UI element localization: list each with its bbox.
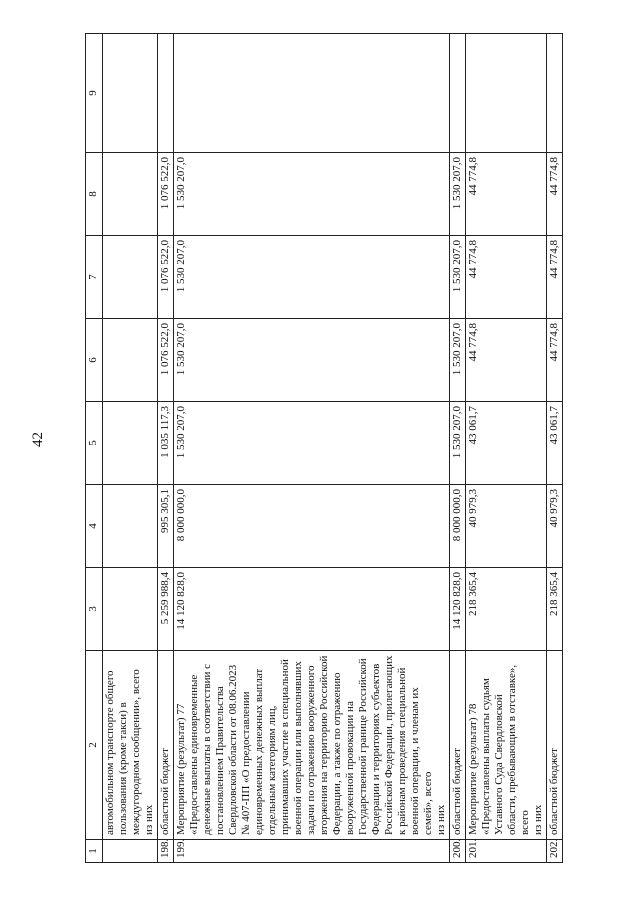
value-col-9 [174, 34, 450, 153]
value-col-5: 1 530 207,0 [174, 402, 450, 485]
row-number [103, 840, 158, 863]
value-col-3: 5 259 988,4 [158, 568, 174, 651]
table-row [158, 34, 174, 863]
value-col-3: 218 365,4 [466, 568, 547, 651]
table-body [86, 34, 563, 863]
value-col-4: 8 000 000,0 [450, 485, 466, 568]
value-col-9 [103, 34, 158, 153]
value-col-3: 14 120 828,0 [450, 568, 466, 651]
header-col-3: 3 [86, 568, 103, 651]
value-col-8: 1 076 522,0 [158, 153, 174, 236]
value-col-4: 8 000 000,0 [174, 485, 450, 568]
value-col-4 [103, 485, 158, 568]
table-row [466, 34, 547, 863]
value-col-6: 44 774,8 [547, 319, 563, 402]
row-number: 200. [450, 840, 466, 863]
value-col-6: 44 774,8 [466, 319, 547, 402]
header-row [86, 34, 103, 863]
value-col-8: 1 530 207,0 [174, 153, 450, 236]
value-col-4: 40 979,3 [466, 485, 547, 568]
value-col-7: 1 530 207,0 [450, 236, 466, 319]
value-col-9 [466, 34, 547, 153]
page-number: 42 [30, 432, 46, 447]
table-row [547, 34, 563, 863]
row-number: 199. [174, 840, 450, 863]
value-col-7: 1 076 522,0 [158, 236, 174, 319]
value-col-3 [103, 568, 158, 651]
value-col-5: 1 530 207,0 [450, 402, 466, 485]
header-col-9: 9 [86, 34, 103, 153]
row-number: 201. [466, 840, 547, 863]
value-col-7: 44 774,8 [547, 236, 563, 319]
row-description: автомобильном транспорте общего пользования (кроме такси) в междугородном сообщении», всего из них [103, 651, 158, 840]
value-col-6: 1 530 207,0 [450, 319, 466, 402]
value-col-9 [450, 34, 466, 153]
value-col-8: 1 530 207,0 [450, 153, 466, 236]
header-col-5: 5 [86, 402, 103, 485]
value-col-4: 995 305,1 [158, 485, 174, 568]
value-col-6 [103, 319, 158, 402]
header-col-2: 2 [86, 651, 103, 840]
row-number: 198. [158, 840, 174, 863]
row-description: областной бюджет [450, 651, 466, 840]
row-description: областной бюджет [158, 651, 174, 840]
row-description: Мероприятие (результат) 77 «Предоставлены единовременные денежные выплаты в соответствии с постановлением Правительства Свердловской области от 08.06.2023 № 407-ПП «О предоставлении единовременных денежных выплат отдельным категориям лиц, принимавших участие в специальной военной операции или выполнявших задачи по отражению вооруженного вторжения на территорию Российской Федерации, а также по отражению вооруженной провокации на Государственной границе Российской Федерации и территориях субъектов Российской Федерации, прилегающих к районам проведения специальной военной операции, и членам их семей», всего из них [174, 651, 450, 840]
value-col-8 [103, 153, 158, 236]
header-col-8: 8 [86, 153, 103, 236]
table-row [174, 34, 450, 863]
value-col-5: 1 035 117,3 [158, 402, 174, 485]
value-col-8: 44 774,8 [547, 153, 563, 236]
value-col-9 [547, 34, 563, 153]
table-row [450, 34, 466, 863]
value-col-7: 1 530 207,0 [174, 236, 450, 319]
row-number: 202. [547, 840, 563, 863]
rotated-table-wrapper [85, 34, 615, 863]
header-col-1: 1 [86, 840, 103, 863]
value-col-5: 43 061,7 [466, 402, 547, 485]
value-col-7 [103, 236, 158, 319]
budget-table [85, 33, 563, 863]
value-col-9 [158, 34, 174, 153]
table-row [103, 34, 158, 863]
value-col-5 [103, 402, 158, 485]
value-col-3: 14 120 828,0 [174, 568, 450, 651]
value-col-3: 218 365,4 [547, 568, 563, 651]
value-col-6: 1 530 207,0 [174, 319, 450, 402]
value-col-7: 44 774,8 [466, 236, 547, 319]
value-col-8: 44 774,8 [466, 153, 547, 236]
row-description: областной бюджет [547, 651, 563, 840]
row-description: Мероприятие (результат) 78 «Предоставлены выплаты судьям Уставного Суда Свердловской области, пребывающим в отставке», всего из них [466, 651, 547, 840]
header-col-4: 4 [86, 485, 103, 568]
value-col-4: 40 979,3 [547, 485, 563, 568]
header-col-7: 7 [86, 236, 103, 319]
header-col-6: 6 [86, 319, 103, 402]
value-col-5: 43 061,7 [547, 402, 563, 485]
value-col-6: 1 076 522,0 [158, 319, 174, 402]
